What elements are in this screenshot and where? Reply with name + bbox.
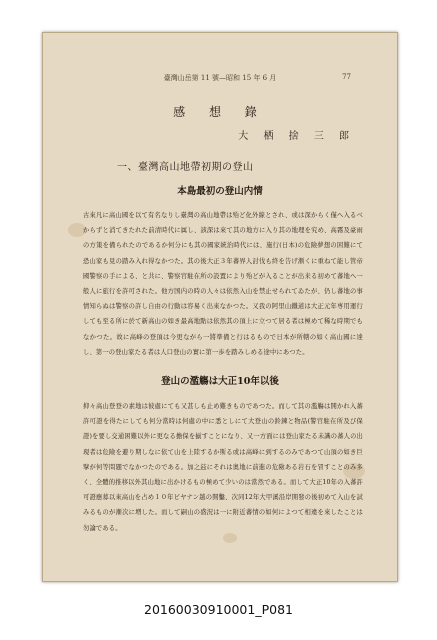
essay-title: 感 想 錄: [173, 105, 267, 119]
body-paragraph-1: 古來凡に高山國を以て有名なりし臺灣の高山地帶は殆ど化外線とされ、或は深からく僅へ入るべからずと消てきたれた前清時代に属し、該深は來て其の地方に入り其の地理を究め、高霧及豪雨の方策を備られたのであるか何分にも其の國家統治時代には、施行(日本)の危險夢想の困難にて恐山家も見の踏み入れ得なかつた。其の後大正３年蕃界人討伐も終を告げ漸くに重ねて能し管帝國警察の手による、と共に、警察官駐在所の設置により殆どが入ることが出来る初めて蕃地へ一般人に旅行を許可された。他方国内の時の人々は依然入山を禁止せられてゐたが、仍し蕃地の事情知らぬは警察の許し自由の行動は容易く出來なかつた。又我の阿里山鐵道は大正元年専用運行しても至る所に於て新高山の如き最高地點は依然其の頂上に立つて居る者は極めて稀な時期でもなかつた。故に高峰の登頂は今更ながら一將準備と行はるもので日本が所轄の如く高山國に達し、第一の登山家たる者は人口登山の實に第一歩を踏みしめる途中にあつた。: [83, 212, 363, 356]
section-heading: 一、臺灣高山地帶初期の登山: [117, 162, 254, 173]
subheading-first: 本島最初の登山内情: [177, 186, 263, 197]
body-paragraph-2: 抑々高山登登の素地は彼處にても又甚しも止め難きものであつた。而して其の濫觴は開かれ入蕃許可證を得たにしても何分當時は何處の中に悉としにて大登山の鈴鍊と物品(警官駐在所及び保證)を要し交通困難以外に更なる擔保を揃すことになり、又一方面には登山家たる未識の蕃人の出現者は危險を避り期しなに依て山を上陸するか斯る或は高峰に到するのみであつて山頂の如き巨擘が何等問題でなかつたのである。加之玆にそれは奥地に前進の危險ある岩石を冒すことのみ多く、全體的推移以外其山地に出かけるもの極めて少いのは當然である。而して大正10年の入蕃許可證應募以來高山を占め１０年ビヤナン越の開鑿、次同12年大甲溪沿岸開發の後初めて入山を試みるものが漸次に増した。而して嗣山の盛況は一に附近蕃情の如何によつて相違を來したことは勿論である。: [83, 403, 363, 532]
document-page: [42, 32, 398, 582]
archive-id-caption: 20160030910001_P081: [144, 602, 293, 617]
header-journal: 臺灣山岳第 11 號—昭和 15 年 6 月: [163, 74, 277, 82]
running-header: [43, 73, 397, 83]
page-number: 77: [342, 73, 351, 81]
subheading-second: 登山の濫觴は大正10年以後: [161, 376, 279, 387]
author-name: 大 栖 捨 三 郎: [238, 131, 355, 142]
